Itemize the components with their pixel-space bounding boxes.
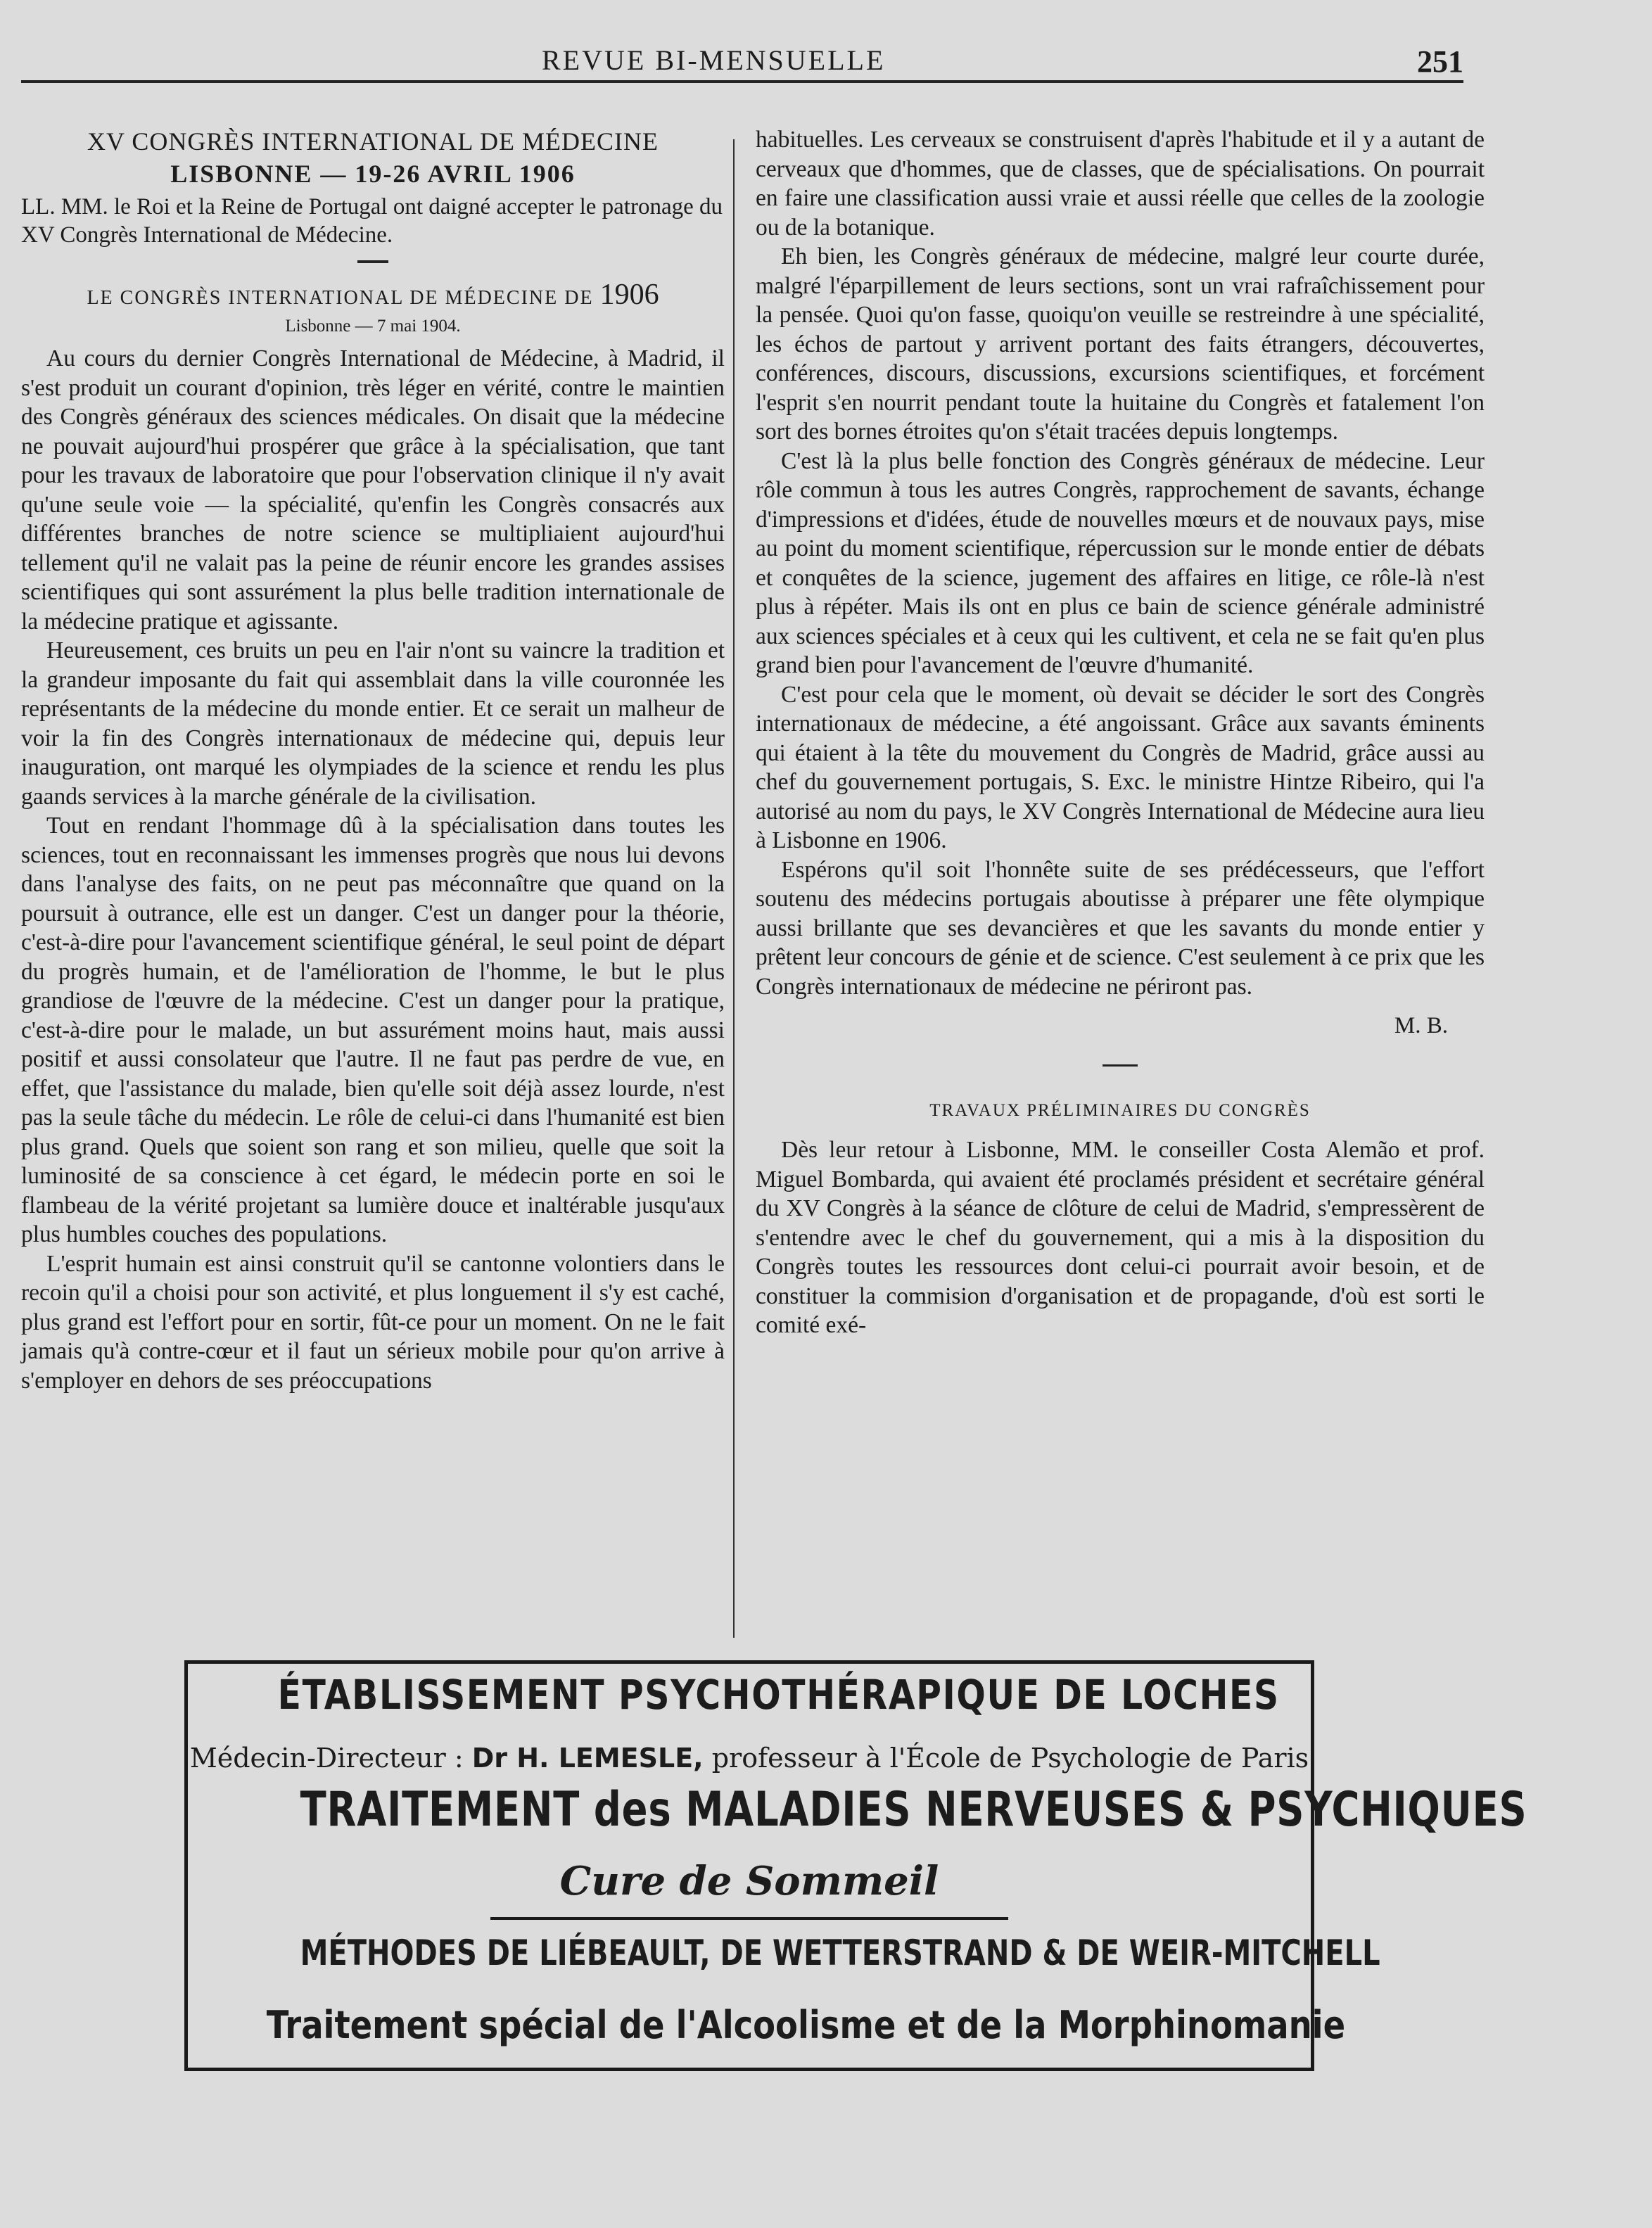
paragraph: Espérons qu'il soit l'honnête suite de ses prédécesseurs, que l'effort soutenu des médecins portugais aboutisse à préparer une fête olympique aussi brillante que ses devancières et que les savants du monde entier y prêtent leur concours de génie et de science. C'est seulement à ce prix que les Congrès internationaux de médecine ne périront pas. — [756, 856, 1485, 1000]
header-rule — [21, 80, 1463, 83]
paragraph: C'est pour cela que le moment, où devait se décider le sort des Congrès internationaux de médecine, a été angoissant. Grâce aux savants éminents qui étaient à la tête du mouvement du Congrès de Madrid, grâce aussi au chef du gouvernement portugais, S. Exc. le ministre Hintze Ribeiro, qui l'a autorisé au nom du pays, le XV Congrès International de Médecine aura lieu à Lisbonne en 1906. — [756, 681, 1485, 853]
section-body — [756, 1135, 1485, 1340]
paragraph: C'est là la plus belle fonction des Congrès généraux de médecine. Leur rôle commun à tous les autres Congrès, rapprochement de savants, échange d'impressions et d'idées, étude de nouvelles mœurs et de nouvaux pays, mise au point du moment scientifique, répercussion sur le monde entier de débats et conquêtes de la science, jugement des affaires en litige, ce rôle-là n'est plus à répéter. Mais ils ont en plus ce bain de science générale administré aux sciences spéciales et à ceux qui les cultivent, et cela ne se fait qu'en plus grand bien pour l'avancement de l'œuvre d'humanité. — [756, 447, 1485, 678]
paragraph: Au cours du dernier Congrès International de Médecine, à Madrid, il s'est produit un courant d'opinion, très léger en vérité, contre le maintien des Congrès généraux des sciences médicales. On disait que la médecine ne pouvait aujourd'hui prospérer que grâce à la spécialisation, que tant pour les travaux de laboratoire que pour l'observation clinique il n'y avait qu'une seule voie — la spécialité, qu'enfin les Congrès consacrés aux différentes branches de notre science se multipliaient aujourd'hui tellement qu'il ne valait pas la peine de réunir encore les grandes assises scientifiques qui sont assurément la plus belle tradition internationale de la médecine pratique et agissante. — [21, 345, 725, 635]
paragraph: Heureusement, ces bruits un peu en l'air n'ont su vaincre la tradition et la grandeur imposante du fait qui assemblait dans la ville couronnée les représentants de la médecine du monde entier. Et ce serait un malheur de voir la fin des Congrès internationaux de médecine qui, depuis leur inauguration, ont marqué les olympiades de la science et rendu les plus gaands services à la marche générale de la civilisation. — [21, 637, 725, 810]
ad-director-label: Médecin-Directeur : — [189, 1743, 464, 1774]
section-separator — [1103, 1064, 1138, 1067]
section-title: TRAVAUX PRÉLIMINAIRES DU CONGRÈS — [929, 1101, 1311, 1120]
running-header — [21, 39, 1463, 83]
left-column — [21, 125, 725, 1395]
column-divider — [733, 139, 735, 1638]
dateline: Lisbonne — 7 mai 1904. — [285, 317, 461, 336]
paragraph: Tout en rendant l'hommage dû à la spécialisation dans toutes les sciences, tout en reconnaissant les immenses progrès que nous lui devons dans l'analyse des faits, on ne peut pas méconnaître que quand on la poursuit à outrance, elle est un danger. C'est un danger pour la théorie, c'est-à-dire pour l'avancement scientifique général, le seul point de départ du progrès humain, et de l'amélioration de l'homme, le but le plus grandiose de l'œuvre de la médecine. C'est un danger pour la pratique, c'est-à-dire pour le malade, un but assurément moins haut, mais aussi positif et aussi consolateur que l'autre. Il ne faut pas perdre de vue, en effet, que l'assistance du malade, bien qu'elle soit déjà assez lourde, n'est pas la seule tâche du médecin. Le rôle de celui-ci dans l'humanité est bien plus grand. Quels que soient son rang et son milieu, quelle que soit la luminosité de sa conscience à cet égard, le médecin porte en soi le flambeau de la vérité projetant sa lumière douce et inaltérable jusqu'aux plus humbles couches des populations. — [21, 813, 725, 1247]
ad-director-name: Dr H. LEMESLE, — [471, 1743, 704, 1774]
article-title — [21, 279, 725, 314]
author-signature: M. B. — [1394, 1013, 1448, 1038]
paragraph: Eh bien, les Congrès généraux de médecine, malgré leur courte durée, malgré l'éparpillement de leurs sections, sont un vrai rafraîchissement pour la pensée. Quoi qu'on fasse, quoiqu'on veuille se restreindre à une spécialité, les échos de partout y arrivent portant des faits étrangers, découvertes, conférences, discours, discussions, excursions scientifiques, et forcément l'esprit s'en nourrit pendant toute la huitaine du Congrès et fatalement l'on sort des bornes étroites qu'on s'était tracées depuis longtemps. — [756, 243, 1485, 445]
ad-director-title: professeur à l'École de Psychologie de Paris — [711, 1743, 1309, 1774]
page-number: 251 — [1417, 44, 1463, 79]
paragraph: Dès leur retour à Lisbonne, MM. le conseiller Costa Alemão et prof. Miguel Bombarda, qui avaient été proclamés président et secrétaire général du XV Congrès à la séance de clôture de celui de Madrid, s'empressèrent de s'entendre avec le chef du gouvernement, qui a mis à la disposition du Congrès toutes les ressources dont celui-ci pourrait avoir besoin, et de constituer la commision d'organisation et de propagande, d'où est sorti le comité exé- — [756, 1137, 1485, 1338]
ad-sleep-cure: Cure de Sommeil — [559, 1858, 939, 1904]
short-dash-separator — [357, 260, 388, 263]
article-body-left — [21, 344, 725, 1395]
ad-establishment-name: ÉTABLISSEMENT PSYCHOTHÉRAPIQUE DE LOCHES — [277, 1671, 1280, 1719]
ad-treatment-heading: TRAITEMENT des MALADIES NERVEUSES & PSYCHIQUES — [300, 1782, 1527, 1838]
paragraph-continuation: habituelles. Les cerveaux se construisent d'après l'habitude et il y a autant de cerveaux que d'hommes, que de classes, que de spécialisations. On pourrait en faire une classification aussi vraie et aussi réelle que celles de la zoologie ou de la botanique. — [756, 127, 1485, 241]
patronage-notice: LL. MM. le Roi et la Reine de Portugal ont daigné accepter le patronage du XV Congrès International de Médecine. — [21, 194, 723, 248]
congress-title: XV CONGRÈS INTERNATIONAL DE MÉDECINE — [87, 127, 659, 155]
congress-place-date: LISBONNE — 19-26 AVRIL 1906 — [170, 160, 576, 188]
article-title-year: 1906 — [599, 279, 659, 311]
ad-methods: MÉTHODES DE LIÉBEAULT, DE WETTERSTRAND & DE WEIR-MITCHELL — [300, 1933, 1380, 1973]
ad-special-treatment: Traitement spécial de l'Alcoolisme et de la Morphinomanie — [266, 2003, 1346, 2047]
article-title-text: LE CONGRÈS INTERNATIONAL DE MÉDECINE DE — [87, 287, 594, 309]
ad-rule — [490, 1917, 1008, 1920]
article-body-right — [756, 125, 1485, 1001]
journal-title: REVUE BI-MENSUELLE — [542, 44, 886, 76]
advertisement-box — [184, 1660, 1527, 2071]
paragraph: L'esprit humain est ainsi construit qu'il se cantonne volontiers dans le recoin qu'il a choisi pour son activité, et plus longuement il s'y est caché, plus grand est l'effort pour en sortir, fût-ce pour un moment. On ne le fait jamais qu'à contre-cœur et il faut un sérieux mobile pour qu'on arrive à s'employer en dehors de ses préoccupations — [21, 1250, 725, 1394]
ad-director-line — [188, 1743, 1311, 1774]
right-column — [756, 125, 1485, 1340]
